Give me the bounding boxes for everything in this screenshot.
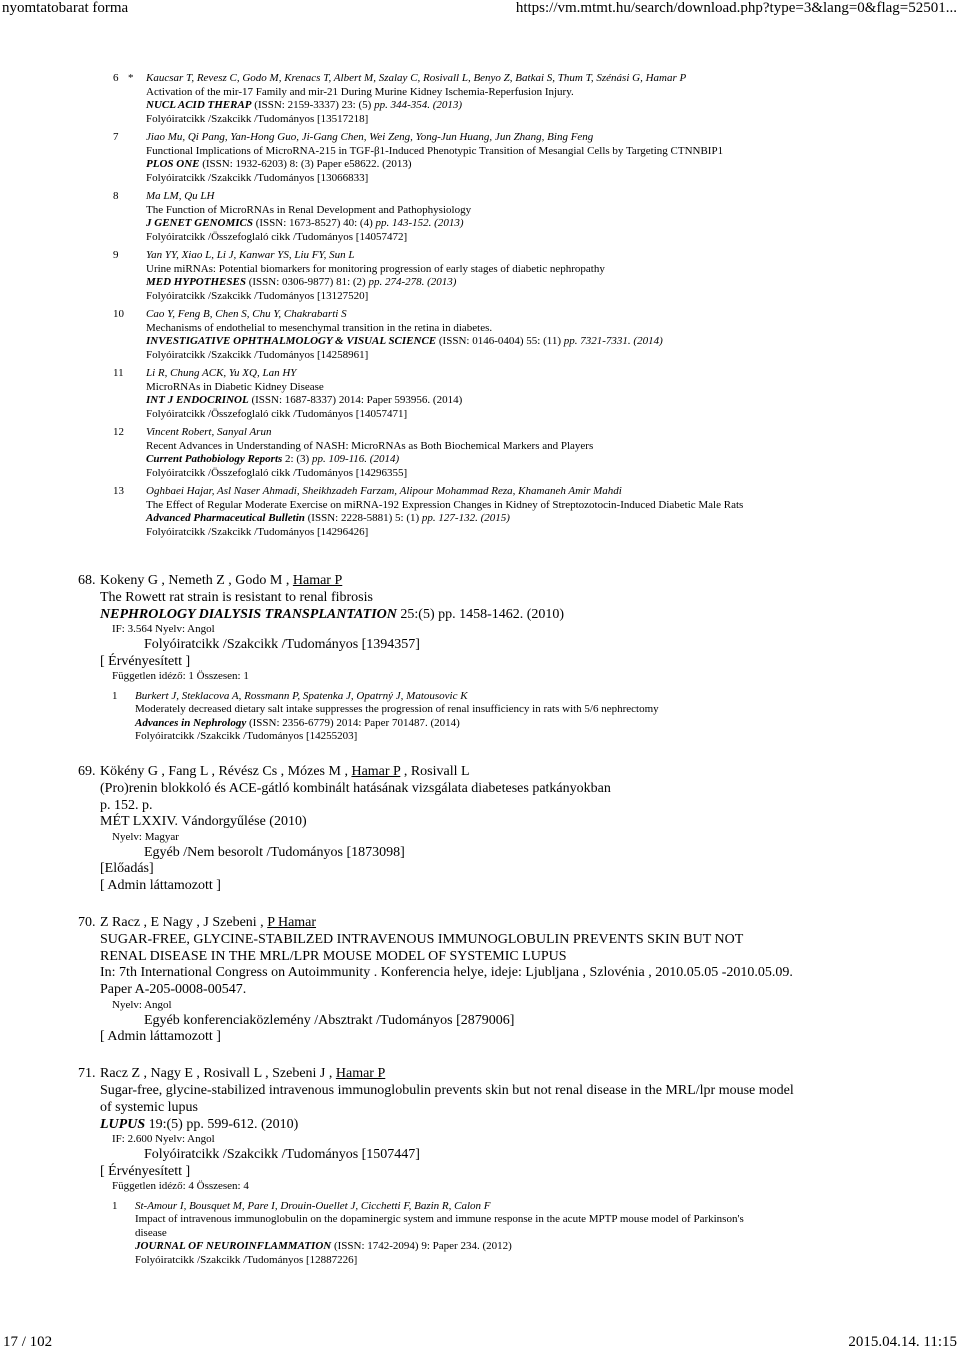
citation-item: 11 Li R, Chung ACK, Yu XQ, Lan HY MicroRNAs in Diabetic Kidney Disease INT J ENDOCRINOL (ISSN: 1687-8337) 2014: Paper 593956. (2014) Folyóiratcikk /Összefoglaló cikk /Tudományos [14057471] [113, 367, 933, 421]
citation-item: 1 St-Amour I, Bousquet M, Pare I, Drouin-Ouellet J, Cicchetti F, Bazin R, Calon F Impact of intravenous immunoglobulin on the dopaminergic system and immune response in the acute MPTP mouse model of Parkinson's disease JOURNAL OF NEUROINFLAMMATION (ISSN: 1742-2094) 9: Paper 234. (2012) Folyóiratcikk /Szakcikk /Tudományos [12887226] [112, 1199, 744, 1266]
pub-type: Egyéb konferenciaközlemény /Absztrakt /Tudományos [2879006] [144, 1012, 515, 1028]
pub-status: [ Érvényesített ] [100, 1163, 191, 1179]
pub-title: Sugar-free, glycine-stabilized intravenous immunoglobulin prevents skin but not renal disease in the MRL/lpr mouse model [100, 1082, 794, 1098]
pub-status: [ Admin láttamozott ] [100, 878, 221, 894]
publication-70: 70. Z Racz , E Nagy , J Szebeni , P Hamar SUGAR-FREE, GLYCINE-STABILZED INTRAVENOUS IMMUNOGLOBULIN PREVENTS SKIN BUT NOT RENAL DISEASE IN THE MRL/LPR MOUSE MODEL OF SYSTEMIC LUPUS In: 7th International Congress on Autoimmunity . Konferencia helye, ideje: Ljubljana , Szlovénia , 2010.05.05 -2010.05.09. Paper A-205-0008-00547. Nyelv: Angol Egyéb konferenciaközlemény /Absztrakt /Tudományos [2879006] [ Admin láttamozott ] [78, 915, 928, 1046]
citation-item: 1 Burkert J, Steklacova A, Rossmann P, Spatenka J, Opatrný J, Matousovic K Moderately decreased dietary salt intake suppresses the progression of renal insufficiency in rats with 5/6 nephrectomy Advances in Nephrology (ISSN: 2356-6779) 2014: Paper 701487. (2014) Folyóiratcikk /Szakcikk /Tudományos [14255203] [112, 689, 659, 743]
citation-title: Mechanisms of endothelial to mesenchymal transition in the retina in diabetes. [146, 321, 493, 334]
citation-authors: Ma LM, Qu LH [146, 190, 215, 202]
citation-type: Folyóiratcikk /Szakcikk /Tudományos [14258961] [146, 348, 369, 361]
header-url: https://vm.mtmt.hu/search/download.php?type=3&lang=0&flag=52501... [515, 0, 957, 16]
author-link: Hamar P [351, 763, 401, 779]
citation-journal: INVESTIGATIVE OPHTHALMOLOGY & VISUAL SCIENCE [146, 335, 437, 347]
citation-journal: INT J ENDOCRINOL [146, 394, 249, 406]
page-header [0, 0, 960, 18]
citation-item: 12 Vincent Robert, Sanyal Arun Recent Advances in Understanding of NASH: MicroRNAs as Both Biochemical Markers and Players Current Pathobiology Reports 2: (3) pp. 109-116. (2014) Folyóiratcikk /Összefoglaló cikk /Tudományos [14296355] [113, 426, 933, 480]
pub-title: (Pro)renin blokkoló és ACE-gátló kombinált hatásának vizsgálata diabeteses patkányokban [100, 780, 611, 796]
pub-journal: NEPHROLOGY DIALYSIS TRANSPLANTATION [100, 606, 397, 622]
citation-type: Folyóiratcikk /Szakcikk /Tudományos [13066833] [146, 171, 369, 184]
citation-item: 13 Oghbaei Hajar, Asl Naser Ahmadi, Sheikhzadeh Farzam, Alipour Mohammad Reza, Khamaneh Amir Mahdi The Effect of Regular Moderate Exercise on miRNA-192 Expression Changes in Kidney of Streptozotocin-Induced Diabetic Male Rats Advanced Pharmaceutical Bulletin (ISSN: 2228-5881) 5: (1) pp. 127-132. (2015) Folyóiratcikk /Szakcikk /Tudományos [14296426] [113, 485, 933, 539]
pub-meta: Nyelv: Angol [112, 999, 172, 1012]
citation-type: Folyóiratcikk /Szakcikk /Tudományos [14296426] [146, 525, 369, 538]
citation-item: 7 Jiao Mu, Qi Pang, Yan-Hong Guo, Ji-Gang Chen, Wei Zeng, Yong-Jun Huang, Jun Zhang, Bing Feng Functional Implications of MicroRNA-215 in TGF-β1-Induced Phenotypic Transition of Mesangial Cells by Targeting CTNNBIP1 PLOS ONE (ISSN: 1932-6203) 8: (3) Paper e58622. (2013) Folyóiratcikk /Szakcikk /Tudományos [13066833] [113, 131, 933, 185]
pub-status: [Előadás] [100, 861, 154, 877]
citation-item: 9 Yan YY, Xiao L, Li J, Kanwar YS, Liu FY, Sun L Urine miRNAs: Potential biomarkers for monitoring progression of early stages of diabetic nephropathy MED HYPOTHESES (ISSN: 0306-9877) 81: (2) pp. 274-278. (2013) Folyóiratcikk /Szakcikk /Tudományos [13127520] [113, 249, 933, 303]
header-title: nyomtatobarat forma [2, 0, 129, 16]
pub-meta: IF: 2.600 Nyelv: Angol [112, 1133, 215, 1146]
pub-title: The Rowett rat strain is resistant to renal fibrosis [100, 589, 373, 605]
citation-journal: J GENET GENOMICS [146, 217, 253, 229]
citation-authors: Kaucsar T, Revesz C, Godo M, Krenacs T, Albert M, Szalay C, Rosivall L, Benyo Z, Batkai S, Thum T, Szénási G, Hamar P [146, 72, 687, 84]
citation-type: Folyóiratcikk /Szakcikk /Tudományos [13517218] [146, 112, 369, 125]
pub-type: Folyóiratcikk /Szakcikk /Tudományos [1507447] [144, 1146, 420, 1162]
publication-68: 68. Kokeny G , Nemeth Z , Godo M , Hamar P The Rowett rat strain is resistant to renal fibrosis NEPHROLOGY DIALYSIS TRANSPLANTATION 25:(5) pp. 1458-1462. (2010) IF: 3.564 Nyelv: Angol Folyóiratcikk /Szakcikk /Tudományos [1394357] [ Érvényesített ] Független idéző: 1 Összesen: 1 1 Burkert J, Steklacova A, Rossmann P, Spatenka J, Opatrný J, Matousovic K Moderately decreased dietary salt intake suppresses the progression of renal insufficiency in rats with 5/6 nephrectomy Advances in Nephrology (ISSN: 2356-6779) 2014: Paper 701487. (2014) Folyóiratcikk /Szakcikk /Tudományos [14255203] [78, 573, 928, 744]
citation-authors: Cao Y, Feng B, Chen S, Chu Y, Chakrabarti S [146, 308, 347, 320]
pub-authors: Racz Z , Nagy E , Rosivall L , Szebeni J , Hamar P [100, 1066, 386, 1082]
citation-journal: Current Pathobiology Reports [146, 453, 283, 465]
page-counter: 17 / 102 [3, 1334, 53, 1350]
citation-title: Functional Implications of MicroRNA-215 in TGF-β1-Induced Phenotypic Transition of Mesangial Cells by Targeting CTNNBIP1 [146, 144, 724, 157]
citation-title: The Effect of Regular Moderate Exercise on miRNA-192 Expression Changes in Kidney of Streptozotocin-Induced Diabetic Male Rats [146, 498, 744, 511]
author-link: P Hamar [267, 915, 317, 931]
pub-independent-citations: Független idéző: 4 Összesen: 4 [112, 1180, 249, 1193]
pub-citations [100, 1200, 928, 1268]
citation-authors: Li R, Chung ACK, Yu XQ, Lan HY [146, 367, 297, 379]
star-marker: * [128, 72, 134, 84]
citation-title: The Function of MicroRNAs in Renal Development and Pathophysiology [146, 203, 472, 216]
citation-item: 10 Cao Y, Feng B, Chen S, Chu Y, Chakrabarti S Mechanisms of endothelial to mesenchymal transition in the retina in diabetes. INVESTIGATIVE OPHTHALMOLOGY & VISUAL SCIENCE (ISSN: 0146-0404) 55: (11) pp. 7321-7331. (2014) Folyóiratcikk /Szakcikk /Tudományos [14258961] [113, 308, 933, 362]
citation-authors: Oghbaei Hajar, Asl Naser Ahmadi, Sheikhzadeh Farzam, Alipour Mohammad Reza, Khamaneh Amir Mahdi [146, 485, 622, 497]
citation-journal: Advanced Pharmaceutical Bulletin [146, 512, 305, 524]
pub-event: MÉT LXXIV. Vándorgyűlése (2010) [100, 814, 307, 830]
citation-type: Folyóiratcikk /Összefoglaló cikk /Tudományos [14057471] [146, 407, 408, 420]
publication-list [78, 573, 928, 1281]
citation-title: Recent Advances in Understanding of NASH: MicroRNAs as Both Biochemical Markers and Players [146, 439, 594, 452]
citation-title: Urine miRNAs: Potential biomarkers for monitoring progression of early stages of diabetic nephropathy [146, 262, 605, 275]
pub-status: [ Admin láttamozott ] [100, 1029, 221, 1045]
citation-item: 8 Ma LM, Qu LH The Function of MicroRNAs in Renal Development and Pathophysiology J GENET GENOMICS (ISSN: 1673-8527) 40: (4) pp. 143-152. (2013) Folyóiratcikk /Összefoglaló cikk /Tudományos [14057472] [113, 190, 933, 244]
citation-type: Folyóiratcikk /Szakcikk /Tudományos [13127520] [146, 289, 369, 302]
print-timestamp: 2015.04.14. 11:15 [848, 1334, 957, 1350]
pub-meta: IF: 3.564 Nyelv: Angol [112, 623, 215, 636]
citation-journal: NUCL ACID THERAP [146, 99, 252, 111]
citation-type: Folyóiratcikk /Összefoglaló cikk /Tudományos [14057472] [146, 230, 408, 243]
pub-authors: Kökény G , Fang L , Révész Cs , Mózes M , Hamar P , Rosivall L [100, 763, 470, 779]
pub-type: Egyéb /Nem besorolt /Tudományos [1873098] [144, 844, 405, 860]
citation-journal: MED HYPOTHESES [146, 276, 246, 288]
pub-type: Folyóiratcikk /Szakcikk /Tudományos [1394357] [144, 636, 420, 652]
author-link: Hamar P [335, 1066, 386, 1082]
citation-authors: Jiao Mu, Qi Pang, Yan-Hong Guo, Ji-Gang Chen, Wei Zeng, Yong-Jun Huang, Jun Zhang, Bing Feng [146, 131, 594, 143]
citation-title: MicroRNAs in Diabetic Kidney Disease [146, 380, 324, 393]
pub-conference: In: 7th International Congress on Autoimmunity . Konferencia helye, ideje: Ljubljana , Szlovénia , 2010.05.05 -2010.05.09. [100, 965, 793, 981]
publication-69: 69. Kökény G , Fang L , Révész Cs , Mózes M , Hamar P , Rosivall L (Pro)renin blokkoló és ACE-gátló kombinált hatásának vizsgálata diabeteses patkányokban p. 152. p. MÉT LXXIV. Vándorgyűlése (2010) Nyelv: Magyar Egyéb /Nem besorolt /Tudományos [1873098] [Előadás] [ Admin láttamozott ] [78, 764, 928, 895]
pub-citations [100, 690, 928, 744]
pub-independent-citations: Független idéző: 1 Összesen: 1 [112, 670, 249, 683]
publication-71: 71. Racz Z , Nagy E , Rosivall L , Szebeni J , Hamar P Sugar-free, glycine-stabilized intravenous immunoglobulin prevents skin but not renal disease in the MRL/lpr mouse model of systemic lupus LUPUS 19:(5) pp. 599-612. (2010) IF: 2.600 Nyelv: Angol Folyóiratcikk /Szakcikk /Tudományos [1507447] [ Érvényesített ] Független idéző: 4 Összesen: 4 1 St-Amour I, Bousquet M, Pare I, Drouin-Ouellet J, Cicchetti F, Bazin R, Calon F Impact of intravenous immunoglobulin on the dopaminergic system and immune response in the acute MPTP mouse model of Parkinson's disease JOURNAL OF NEUROINFLAMMATION (ISSN: 1742-2094) 9: Paper 234. (2012) Folyóiratcikk /Szakcikk /Tudományos [12887226] [78, 1066, 928, 1267]
pub-meta: Nyelv: Magyar [112, 831, 179, 844]
citation-journal: PLOS ONE [146, 158, 200, 170]
author-link: Hamar P [292, 573, 343, 588]
citation-list [113, 72, 933, 544]
citation-type: Folyóiratcikk /Összefoglaló cikk /Tudományos [14296355] [146, 466, 408, 479]
citation-item: 6 * Kaucsar T, Revesz C, Godo M, Krenacs T, Albert M, Szalay C, Rosivall L, Benyo Z, Batkai S, Thum T, Szénási G, Hamar P Activation of the mir-17 Family and mir-21 During Murine Kidney Ischemia-Reperfusion Injury. NUCL ACID THERAP (ISSN: 2159-3337) 23: (5) pp. 344-354. (2013) Folyóiratcikk /Szakcikk /Tudományos [13517218] [113, 72, 933, 126]
citation-authors: Vincent Robert, Sanyal Arun [146, 426, 272, 438]
pub-journal: LUPUS [100, 1116, 146, 1132]
citation-title: Activation of the mir-17 Family and mir-21 During Murine Kidney Ischemia-Reperfusion Injury. [146, 85, 574, 98]
pub-authors: Kokeny G , Nemeth Z , Godo M , Hamar P [100, 573, 343, 588]
pub-authors: Z Racz , E Nagy , J Szebeni , P Hamar [100, 915, 317, 931]
pub-status: [ Érvényesített ] [100, 653, 191, 669]
citation-authors: Yan YY, Xiao L, Li J, Kanwar YS, Liu FY, Sun L [146, 249, 355, 261]
pub-title: SUGAR-FREE, GLYCINE-STABILZED INTRAVENOUS IMMUNOGLOBULIN PREVENTS SKIN BUT NOT [100, 931, 744, 947]
